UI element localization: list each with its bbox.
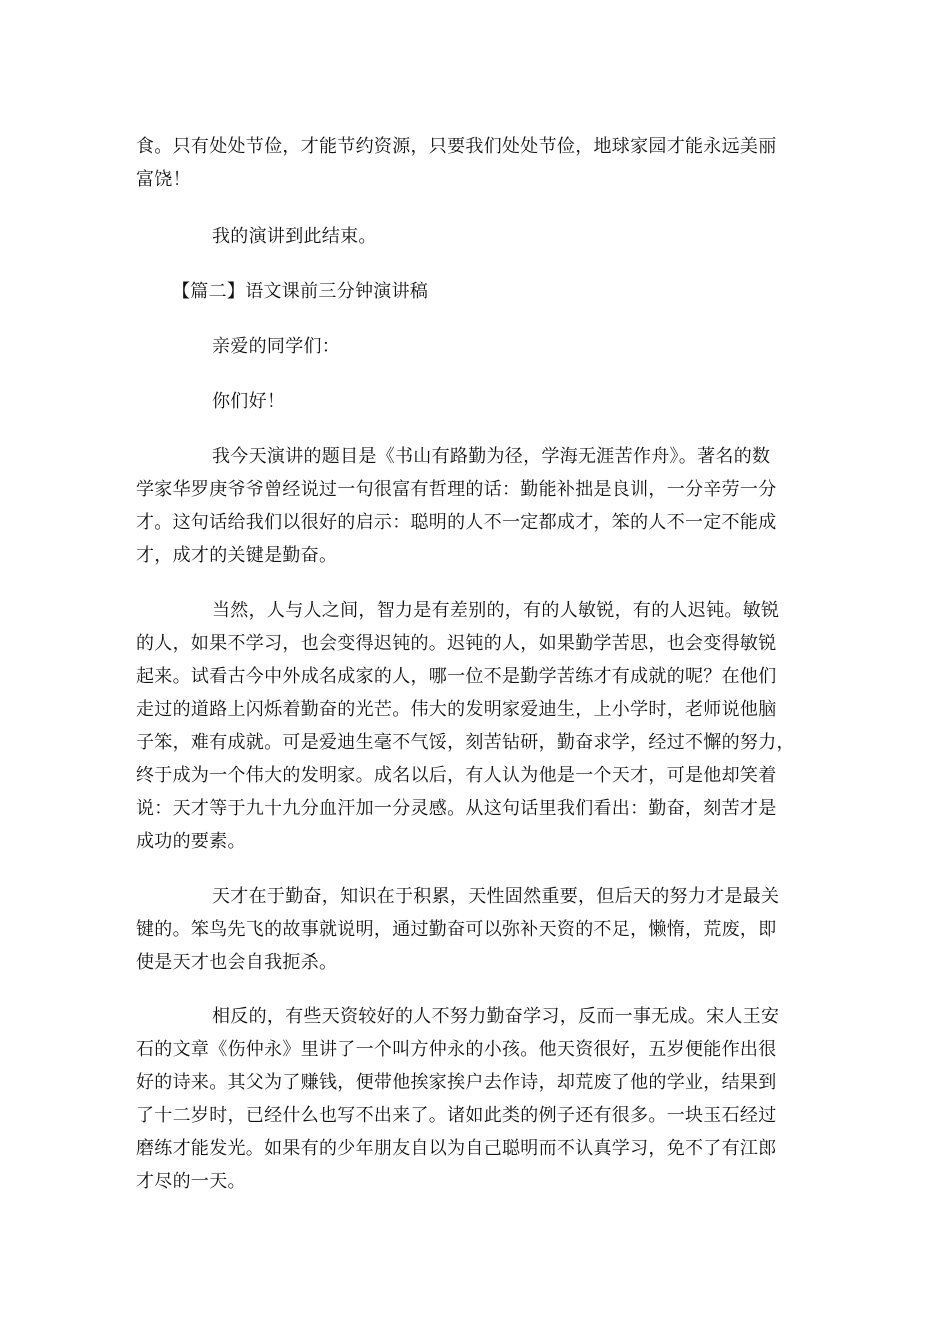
- paragraph-4: [136, 385, 812, 418]
- paragraph-7: [136, 880, 812, 979]
- paragraph-line: 石的文章《伤仲永》里讲了一个叫方仲永的小孩。他天资很好，五岁便能作出很: [136, 1039, 777, 1060]
- paragraph-6: [136, 594, 812, 858]
- paragraph-line: 了十二岁时，已经什么也写不出来了。诸如此类的例子还有很多。一块玉石经过: [136, 1105, 777, 1126]
- paragraph-2: [136, 220, 812, 253]
- paragraph-line: 亲爱的同学们：: [212, 336, 341, 357]
- section-heading: 【篇二】语文课前三分钟演讲稿: [172, 281, 429, 302]
- paragraph-line: 你们好！: [212, 391, 286, 412]
- paragraph-line: 磨练才能发光。如果有的少年朋友自以为自己聪明而不认真学习，免不了有江郎: [136, 1138, 777, 1159]
- paragraph-line: 键的。笨鸟先飞的故事就说明，通过勤奋可以弥补天资的不足，懒惰，荒废，即: [136, 919, 777, 940]
- paragraph-line: 成功的要素。: [136, 831, 246, 852]
- paragraph-line: 才尽的一天。: [136, 1171, 246, 1192]
- paragraph-line: 才。这句话给我们以很好的启示：聪明的人不一定都成才，笨的人不一定不能成: [136, 512, 777, 533]
- paragraph-line: 相反的，有些天资较好的人不努力勤奋学习，反而一事无成。宋人王安: [212, 1006, 780, 1027]
- paragraph-line: 起来。试看古今中外成名成家的人，哪一位不是勤学苦练才有成就的呢？在他们: [136, 666, 777, 687]
- paragraph-3: [136, 330, 812, 363]
- paragraph-line: 食。只有处处节俭，才能节约资源，只要我们处处节俭，地球家园才能永远美丽: [136, 136, 777, 157]
- paragraph-line: 富饶！: [136, 169, 191, 190]
- paragraph-line: 当然，人与人之间，智力是有差别的，有的人敏锐，有的人迟钝。敏锐: [212, 600, 780, 621]
- paragraph-1: [136, 130, 812, 196]
- paragraph-8: [136, 1000, 812, 1198]
- paragraph-line: 我的演讲到此结束。: [212, 226, 377, 247]
- paragraph-line: 终于成为一个伟大的发明家。成名以后，有人认为他是一个天才，可是他却笑着: [136, 765, 777, 786]
- paragraph-5: [136, 440, 812, 572]
- paragraph-line: 我今天演讲的题目是《书山有路勤为径，学海无涯苦作舟》。著名的数: [212, 446, 771, 467]
- paragraph-line: 好的诗来。其父为了赚钱，便带他挨家挨户去作诗，却荒废了他的学业，结果到: [136, 1072, 777, 1093]
- paragraph-line: 使是天才也会自我扼杀。: [136, 952, 338, 973]
- paragraph-line: 说：天才等于九十九分血汗加一分灵感。从这句话里我们看出：勤奋，刻苦才是: [136, 798, 777, 819]
- paragraph-line: 才，成才的关键是勤奋。: [136, 545, 338, 566]
- paragraph-line: 子笨，难有成就。可是爱迪生毫不气馁，刻苦钻研，勤奋求学，经过不懈的努力，: [136, 732, 795, 753]
- paragraph-line: 天才在于勤奋，知识在于积累，天性固然重要，但后天的努力才是最关: [212, 886, 780, 907]
- paragraph-line: 走过的道路上闪烁着勤奋的光芒。伟大的发明家爱迪生，上小学时，老师说他脑: [136, 699, 777, 720]
- paragraph-line: 的人，如果不学习，也会变得迟钝的。迟钝的人，如果勤学苦思，也会变得敏锐: [136, 633, 777, 654]
- paragraph-line: 学家华罗庚爷爷曾经说过一句很富有哲理的话：勤能补拙是良训，一分辛劳一分: [136, 479, 777, 500]
